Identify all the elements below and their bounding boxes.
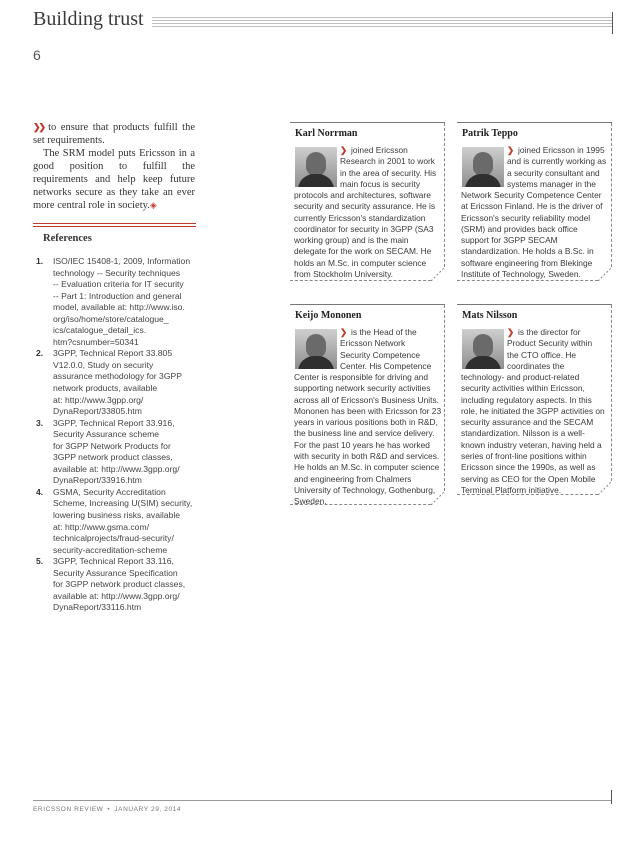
- bio-arrow-icon: ❯: [507, 145, 515, 155]
- footer-rule: [33, 800, 611, 801]
- header-tick: [612, 12, 613, 34]
- body-paragraph-1: ❯❯ to ensure that products fulfill the set requirements.: [33, 122, 195, 146]
- references-top-rule: [33, 223, 196, 224]
- bio-box-patrik-teppo: [457, 122, 612, 281]
- bio-text-side: ❯ is the Head of the Ericsson Network Security Competence Center. His Competence: [340, 327, 432, 371]
- reference-item: 1. ISO/IEC 15408-1, 2009, Information technology -- Security techniques -- Evaluation criteria for IT security -- Part 1: Introduction and general model, available at: http://www.iso. org/iso/home/store/catalogue_ ics/catalogue_detail_ics. htm?csnumber=50341: [36, 256, 191, 347]
- reference-item: 2. 3GPP, Technical Report 33.805 V12.0.0, Study on security assurance methodology for 3GPP network products, available at: http://www.3gpp.org/ DynaReport/33805.htm: [36, 348, 182, 417]
- references-top-rule-2: [33, 226, 196, 227]
- bio-text-side: ❯ joined Ericsson Research in 2001 to work in the area of security. His main focus is security: [340, 145, 437, 189]
- footer-text: ERICSSON REVIEW • JANUARY 29, 2014: [33, 806, 182, 813]
- bio-arrow-icon: ❯: [507, 327, 515, 337]
- bio-name: Keijo Mononen: [295, 310, 362, 321]
- bio-text-side: ❯ joined Ericsson in 1995 and is currently working as a security consultant and systems manager in the: [507, 145, 607, 189]
- reference-item: 5. 3GPP, Technical Report 33.116, Security Assurance Specification for 3GPP network product classes, available at: http://www.3gpp.org/ DynaReport/33116.htm: [36, 556, 186, 613]
- bio-text: protocols and architectures, software security and security assurance. He is currently Ericsson's standardization coordinator for security in 3GPP (SA3 working group) and is the main delegate for the work on SECAM. He holds an M.Sc. in computer science from Stockholm University.: [294, 190, 436, 280]
- continued-arrow-icon: ❯❯: [33, 122, 45, 132]
- bio-name: Mats Nilsson: [462, 310, 518, 321]
- portrait-photo: [462, 147, 504, 187]
- bio-text: Network Security Competence Center at Ericsson Finland. He is the driver of Ericsson's security reliability model (SRM) and provides back office support for 3GPP SECAM standardization. He holds a B.Sc. in software engineering from Blekinge Institute of Technology, Sweden.: [461, 190, 603, 280]
- portrait-photo: [462, 329, 504, 369]
- portrait-photo: [295, 147, 337, 187]
- portrait-photo: [295, 329, 337, 369]
- bio-arrow-icon: ❯: [340, 327, 348, 337]
- footer-tick: [611, 790, 612, 804]
- page-number: 6: [33, 47, 41, 63]
- bio-text: technology- and product-related security activities within Ericsson, including regulatory aspects. In this role, he initiated the 3GPP activities on security assurance and the SECAM standardization. Nilsson is a well- known industry veteran, having held a series of front-line positions within Ericsson since the 1990s, as well as serving as CEO for the Open Mobile Terminal Platform initiative.: [461, 372, 605, 495]
- body-text: [33, 121, 195, 212]
- bio-box-keijo-mononen: [290, 304, 445, 505]
- end-mark-icon: ◈: [149, 200, 157, 210]
- references-list: [36, 256, 196, 614]
- reference-item: 4. GSMA, Security Accreditation Scheme, Increasing U(SIM) security, lowering business risks, available at: http://www.gsma.com/ technicalprojects/fraud-security/ security-accreditation-scheme: [36, 486, 193, 555]
- bio-box-karl-norrman: [290, 122, 445, 281]
- bio-arrow-icon: ❯: [340, 145, 348, 155]
- bio-name: Patrik Teppo: [462, 128, 518, 139]
- bio-name: Karl Norrman: [295, 128, 358, 139]
- body-paragraph-2: The SRM model puts Ericsson in a good position to fulfill the requirements and help keep future networks secure as they take an ever more central role in society.◈: [33, 148, 195, 211]
- bio-box-mats-nilsson: [457, 304, 612, 495]
- bio-text-side: ❯ is the director for Product Security within the CTO office. He coordinates the: [507, 327, 593, 371]
- reference-item: 3. 3GPP, Technical Report 33.916, Security Assurance scheme for 3GPP Network Products for 3GPP network product classes, available at: http://www.3gpp.org/ DynaReport/33916.htm: [36, 417, 180, 486]
- bio-text: Center is responsible for driving and supporting network security activities across all of Ericsson's Business Units. Mononen has been with Ericsson for 23 years in various positions both in R&D, the business line and service delivery. For the past 10 years he has worked with security in both R&D and services. He holds an M.Sc. in computer science and engineering from Chalmers University of Technology, Gothenburg, Sweden.: [294, 372, 442, 507]
- running-title: Building trust: [33, 8, 144, 30]
- references-heading: References: [43, 233, 92, 244]
- header-stripe: [152, 17, 612, 28]
